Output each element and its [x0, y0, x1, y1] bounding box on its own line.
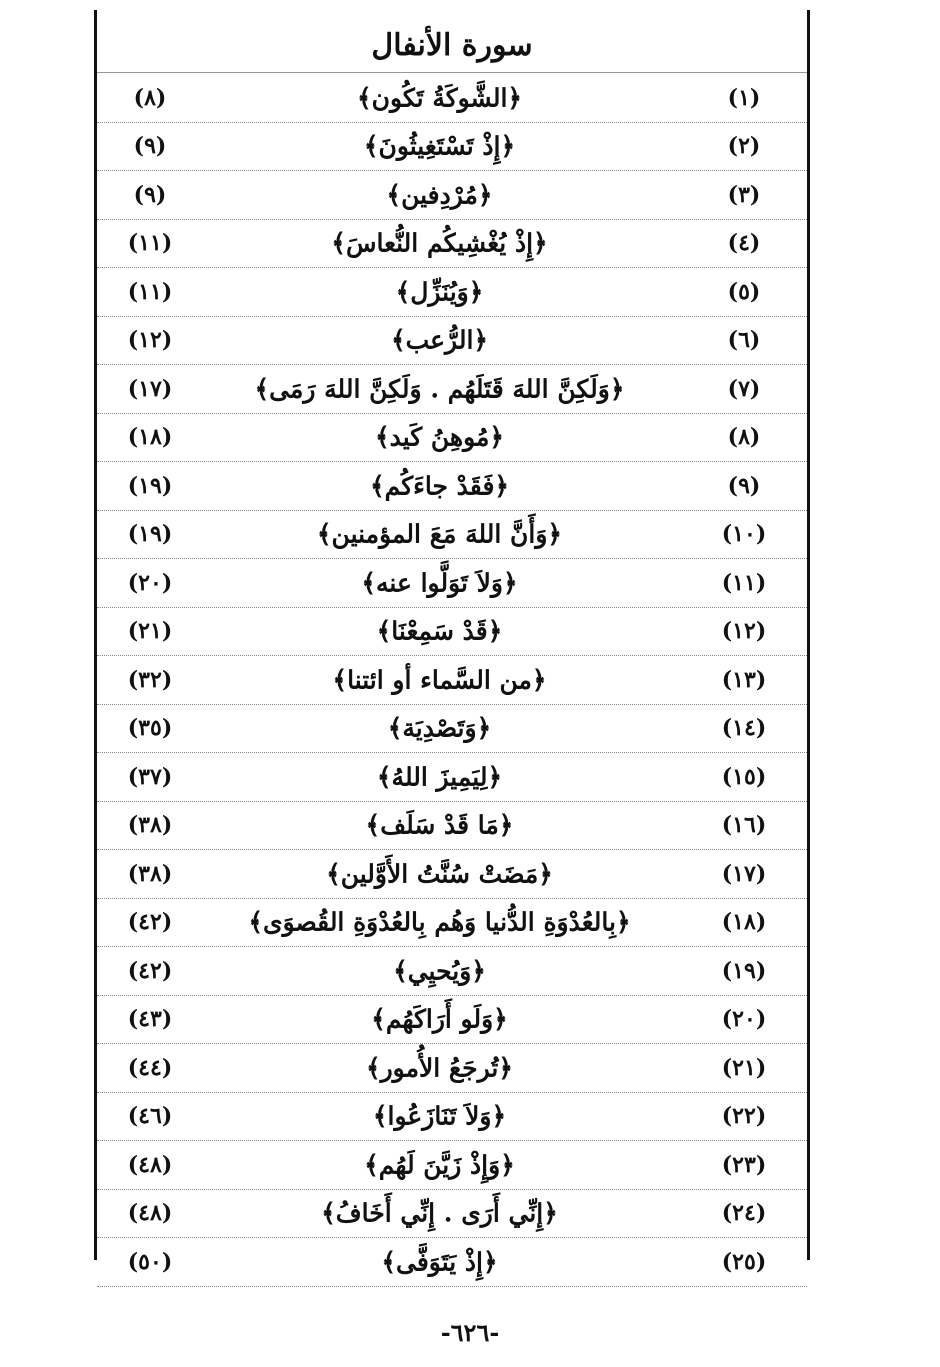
entries-table — [97, 74, 807, 1287]
entry-number: (٨) — [727, 424, 761, 451]
table-row — [97, 899, 807, 948]
entry-number: (٢٠) — [721, 1006, 767, 1033]
quran-phrase: ﴿تُرجَعُ الأُمور﴾ — [365, 1053, 514, 1083]
table-row — [97, 414, 807, 463]
verse-reference: (٩) — [133, 133, 167, 160]
verse-reference: (٤٢) — [127, 957, 173, 984]
surah-title: سورة الأنفال — [371, 28, 533, 63]
verse-reference: (٣٧) — [127, 763, 173, 790]
quran-phrase: ﴿وَإِذْ زَيَّنَ لَهُم﴾ — [364, 1150, 515, 1180]
verse-reference: (٤٨) — [127, 1200, 173, 1227]
entry-number: (٦) — [727, 327, 761, 354]
verse-reference: (٤٢) — [127, 909, 173, 936]
page-frame — [94, 10, 810, 1277]
quran-phrase: ﴿من السَّماء أو ائتنا﴾ — [332, 665, 547, 695]
verse-reference: (٣٨) — [127, 860, 173, 887]
quran-phrase: ﴿مَضَتْ سُنَّتُ الأَوَّلين﴾ — [326, 859, 553, 889]
table-row — [97, 123, 807, 172]
table-row — [97, 559, 807, 608]
entry-number: (٥) — [727, 278, 761, 305]
verse-reference: (١٢) — [127, 327, 173, 354]
entry-number: (١٦) — [721, 812, 767, 839]
table-row — [97, 1044, 807, 1093]
table-row — [97, 1093, 807, 1142]
table-row — [97, 74, 807, 123]
verse-reference: (١٨) — [127, 424, 173, 451]
table-row — [97, 317, 807, 366]
verse-reference: (٢١) — [127, 618, 173, 645]
verse-reference: (١٩) — [127, 472, 173, 499]
table-row — [97, 802, 807, 851]
quran-phrase: ﴿الرُّعب﴾ — [390, 325, 489, 355]
entry-number: (١٤) — [721, 715, 767, 742]
verse-reference: (٣٢) — [127, 666, 173, 693]
title-divider — [97, 72, 807, 73]
page-number: -٦٢٦- — [440, 1318, 500, 1347]
verse-reference: (١٧) — [127, 375, 173, 402]
verse-reference: (٩) — [133, 181, 167, 208]
entry-number: (٢٥) — [721, 1248, 767, 1275]
verse-reference: (٤٦) — [127, 1103, 173, 1130]
entry-number: (٢٣) — [721, 1151, 767, 1178]
verse-reference: (٨) — [133, 84, 167, 111]
table-row — [97, 850, 807, 899]
entry-number: (١٢) — [721, 618, 767, 645]
table-row — [97, 462, 807, 511]
quran-phrase: ﴿فَقَدْ جاءَكُم﴾ — [369, 471, 510, 501]
quran-phrase: ﴿الشَّوكَةُ تَكُون﴾ — [356, 83, 523, 113]
quran-phrase: ﴿وَلَو أَرَاكَهُم﴾ — [371, 1004, 508, 1034]
quran-phrase: ﴿وَتَصْدِيَة﴾ — [387, 713, 492, 743]
entry-number: (١) — [727, 84, 761, 111]
entry-number: (٢٢) — [721, 1103, 767, 1130]
entry-number: (١٠) — [721, 521, 767, 548]
verse-reference: (٤٨) — [127, 1151, 173, 1178]
quran-phrase: ﴿وَيُحيِي﴾ — [393, 956, 486, 986]
entry-number: (١١) — [721, 569, 767, 596]
quran-phrase: ﴿وَأَنَّ اللهَ مَعَ المؤمنين﴾ — [316, 519, 563, 549]
table-row — [97, 171, 807, 220]
entry-number: (٣) — [727, 181, 761, 208]
table-row — [97, 753, 807, 802]
table-row — [97, 1141, 807, 1190]
table-row — [97, 268, 807, 317]
verse-reference: (٣٥) — [127, 715, 173, 742]
quran-phrase: ﴿مَا قَدْ سَلَف﴾ — [365, 810, 514, 840]
table-row — [97, 220, 807, 269]
quran-phrase: ﴿لِيَمِيزَ اللهُ﴾ — [376, 762, 503, 792]
entry-number: (٤) — [727, 230, 761, 257]
entry-number: (١٧) — [721, 860, 767, 887]
quran-phrase: ﴿وَلاَ تَنَازَعُوا﴾ — [372, 1101, 507, 1131]
entry-number: (٢١) — [721, 1054, 767, 1081]
verse-reference: (٥٠) — [127, 1248, 173, 1275]
quran-phrase: ﴿مُرْدِفين﴾ — [386, 180, 493, 210]
quran-phrase: ﴿وَيُنَزِّل﴾ — [395, 277, 484, 307]
quran-phrase: ﴿إِنِّي أَرَى . إِنِّي أَخَافُ﴾ — [321, 1198, 558, 1228]
quran-phrase: ﴿بِالعُدْوَةِ الدُّنيا وَهُم بِالعُدْوَةِ القُصوَى﴾ — [248, 907, 631, 937]
table-row — [97, 608, 807, 657]
table-row — [97, 365, 807, 414]
table-row — [97, 1238, 807, 1287]
entry-number: (٢٤) — [721, 1200, 767, 1227]
quran-phrase: ﴿وَلاَ تَوَلَّوا عنه﴾ — [361, 568, 518, 598]
entry-number: (٢) — [727, 133, 761, 160]
entry-number: (٧) — [727, 375, 761, 402]
verse-reference: (٤٣) — [127, 1006, 173, 1033]
table-row — [97, 511, 807, 560]
quran-phrase: ﴿إِذْ يُغْشِيكُم النُّعاسَ﴾ — [331, 228, 548, 258]
verse-reference: (١١) — [127, 230, 173, 257]
entry-number: (٩) — [727, 472, 761, 499]
quran-phrase: ﴿إِذْ يَتَوَفَّى﴾ — [381, 1247, 498, 1277]
verse-reference: (١١) — [127, 278, 173, 305]
entry-number: (١٩) — [721, 957, 767, 984]
quran-phrase: ﴿وَلَكِنَّ اللهَ قَتَلَهُم . وَلَكِنَّ اللهَ رَمَى﴾ — [254, 374, 625, 404]
table-row — [97, 947, 807, 996]
table-row — [97, 996, 807, 1045]
entry-number: (١٥) — [721, 763, 767, 790]
verse-reference: (٣٨) — [127, 812, 173, 839]
verse-reference: (٤٤) — [127, 1054, 173, 1081]
verse-reference: (١٩) — [127, 521, 173, 548]
table-row — [97, 656, 807, 705]
table-row — [97, 705, 807, 754]
quran-phrase: ﴿قَدْ سَمِعْنَا﴾ — [376, 616, 503, 646]
quran-phrase: ﴿إِذْ تَسْتَغِيثُونَ﴾ — [363, 131, 516, 161]
entry-number: (١٣) — [721, 666, 767, 693]
entry-number: (١٨) — [721, 909, 767, 936]
verse-reference: (٢٠) — [127, 569, 173, 596]
table-row — [97, 1190, 807, 1239]
quran-phrase: ﴿مُوهِنُ كَيد﴾ — [374, 422, 505, 452]
